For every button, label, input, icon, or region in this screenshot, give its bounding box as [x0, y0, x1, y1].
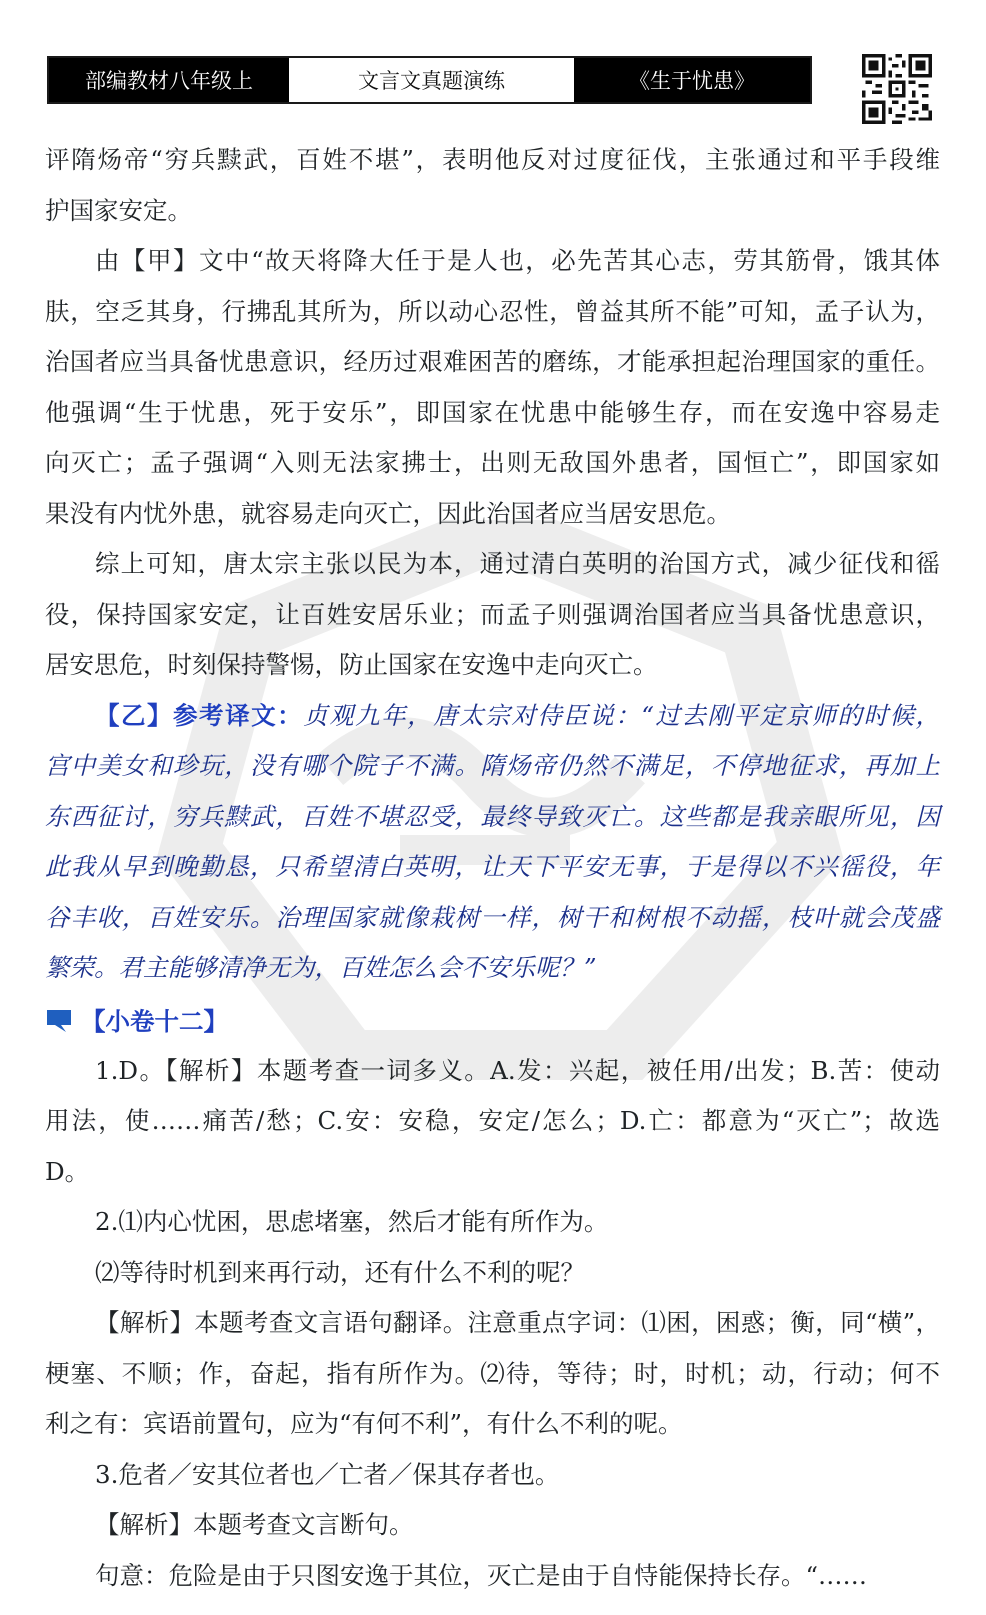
header-textbook-label: 部编教材八年级上 — [49, 58, 289, 102]
paragraph-1 — [45, 135, 940, 236]
text-line: 果没有内忧外患，就容易走向灭亡，因此治国者应当居安思危。 — [45, 498, 731, 528]
header-bar — [47, 56, 812, 104]
text-line: 评隋炀帝“穷兵黩武，百姓不堪”，表明他反对过度征伐，主张通过和平手段维 — [45, 145, 940, 174]
text-line: 此我从早到晚勤恳，只希望清白英明，让天下平安无事，于是得以不兴徭役，年 — [45, 852, 940, 881]
qr-code-icon — [862, 54, 932, 124]
question-3-answer — [45, 1450, 940, 1602]
section-title: 【小卷十二】 — [81, 1007, 228, 1036]
text-line: 句意：危险是由于只图安逸于其位，灭亡是由于自恃能保持长存。“…… — [95, 1560, 868, 1590]
text-line: 利之有：宾语前置句，应为“有何不利”，有什么不利的呢。 — [45, 1409, 683, 1438]
text-line: 向灭亡；孟子强调“入则无法家拂士，出则无敌国外患者，国恒亡”，即国家如 — [45, 448, 940, 477]
question-2-answer — [45, 1197, 940, 1450]
text-line: 东西征讨，穷兵黩武，百姓不堪忍受，最终导致灭亡。这些都是我亲眼所见，因 — [45, 801, 940, 831]
text-line: 【解析】本题考查文言语句翻译。注意重点字词：⑴困，困惑；衡，同“横”， — [95, 1308, 940, 1337]
text-line: 宫中美女和珍玩，没有哪个院子不满。隋炀帝仍然不满足，不停地征求，再加上 — [45, 751, 940, 780]
text-line: 综上可知，唐太宗主张以民为本，通过清白英明的治国方式，减少征伐和徭 — [95, 549, 940, 578]
text-line: 居安思危，时刻保持警惕，防止国家在安逸中走向灭亡。 — [45, 650, 658, 679]
header-lesson-title: 《生于忧患》 — [574, 58, 810, 102]
text-line: 繁荣。君主能够清净无为，百姓怎么会不安乐呢？” — [45, 953, 597, 982]
document-body — [45, 135, 940, 1601]
text-line: D。 — [45, 1156, 90, 1186]
translation-label: 【乙】参考译文： — [95, 700, 304, 730]
text-line: 3.危者／安其位者也／亡者／保其存者也。 — [95, 1459, 560, 1489]
text-line: 1.D。【解析】本题考查一词多义。A.发：兴起，被任用/出发；B.苦：使动 — [95, 1055, 940, 1085]
section-heading — [45, 996, 940, 1046]
paragraph-3 — [45, 539, 940, 691]
speech-bubble-icon — [45, 1008, 75, 1034]
text-line: 2.⑴内心忧困，思虑堵塞，然后才能有所作为。 — [95, 1207, 609, 1236]
translation-first-line: 贞观九年，唐太宗对侍臣说：“过去刚平定京师的时候， — [303, 700, 940, 730]
translation-block — [45, 691, 940, 994]
text-line: 用法，使……痛苦/愁；C.安：安稳，安定/怎么；D.亡：都意为“灭亡”；故选 — [45, 1106, 940, 1135]
text-line: 【解析】本题考查文言断句。 — [95, 1510, 414, 1539]
text-line: 治国者应当具备忧患意识，经历过艰难困苦的磨练，才能承担起治理国家的重任。 — [45, 347, 940, 376]
paragraph-2 — [45, 236, 940, 539]
header-exercise-label: 文言文真题演练 — [289, 58, 574, 102]
text-line: 护国家安定。 — [45, 195, 192, 225]
text-line: 谷丰收，百姓安乐。治理国家就像栽树一样，树干和树根不动摇，枝叶就会茂盛 — [45, 902, 940, 932]
text-line: 由【甲】文中“故天将降大任于是人也，必先苦其心志，劳其筋骨，饿其体 — [95, 246, 940, 275]
text-line: 肤，空乏其身，行拂乱其所为，所以动心忍性，曾益其所不能”可知，孟子认为， — [45, 296, 940, 326]
text-line: 梗塞、不顺；作，奋起，指有所作为。⑵待，等待；时，时机；动，行动；何不 — [45, 1358, 940, 1388]
question-1-answer — [45, 1046, 940, 1198]
text-line: 役，保持国家安定，让百姓安居乐业；而孟子则强调治国者应当具备忧患意识， — [45, 599, 940, 629]
text-line — [45, 691, 940, 742]
text-line: ⑵等待时机到来再行动，还有什么不利的呢？ — [95, 1257, 585, 1287]
text-line: 他强调“生于忧患，死于安乐”，即国家在忧患中能够生存，而在安逸中容易走 — [45, 397, 940, 427]
